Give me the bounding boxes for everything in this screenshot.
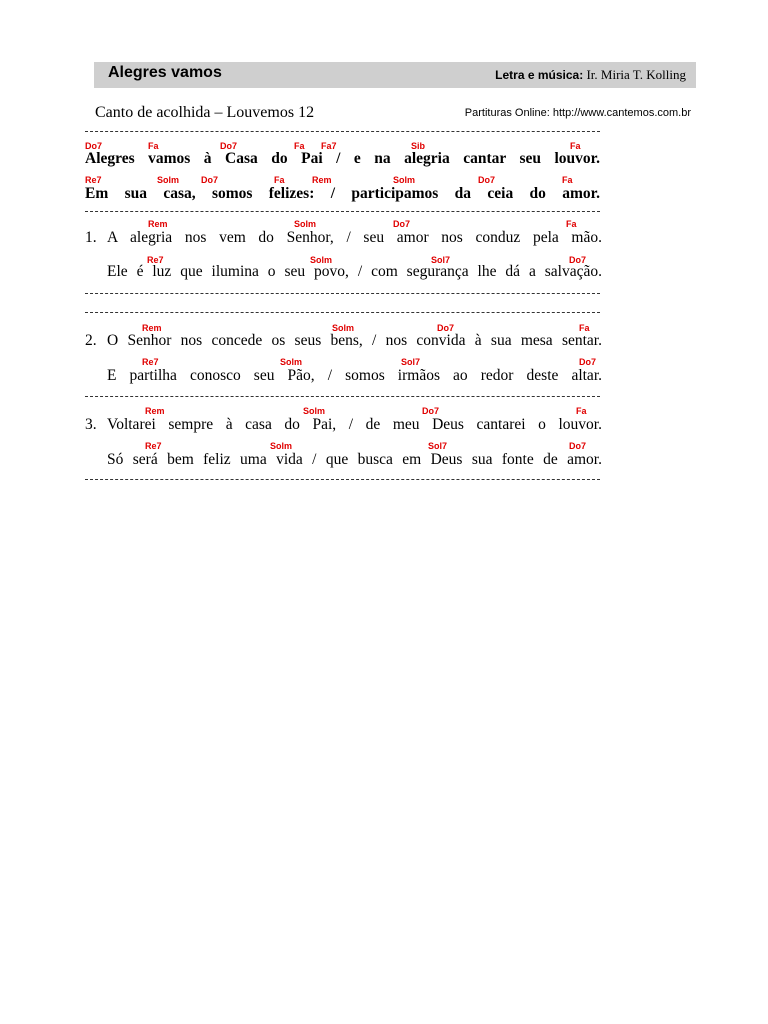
chord: Sib	[411, 141, 426, 151]
separator	[85, 211, 600, 212]
chord: Do7	[437, 323, 455, 333]
chord: Fa	[294, 141, 305, 151]
credits-author: Ir. Miria T. Kolling	[586, 67, 686, 82]
separator	[85, 396, 600, 397]
chord: Do7	[85, 141, 103, 151]
chord: Solm	[270, 441, 293, 451]
chord: Do7	[422, 406, 440, 416]
chord: Solm	[280, 357, 303, 367]
verse-line: A alegria nos vem do Senhor, / seu amor nos conduz pela mão.	[107, 229, 602, 246]
separator	[85, 131, 600, 132]
chord: Do7	[569, 441, 587, 451]
chord: Rem	[312, 175, 332, 185]
verse-line: Só será bem feliz uma vida / que busca em Deus sua fonte de amor.	[107, 451, 602, 468]
separator	[85, 312, 600, 313]
verse-number: 3.	[85, 416, 97, 433]
verse-number: 1.	[85, 229, 97, 246]
verse-line: Ele é luz que ilumina o seu povo, / com segurança lhe dá a salvação.	[107, 263, 602, 280]
separator	[85, 293, 600, 294]
chord: Rem	[148, 219, 168, 229]
chord: Do7	[478, 175, 496, 185]
chord: Rem	[142, 323, 162, 333]
song-subtitle: Canto de acolhida – Louvemos 12	[95, 104, 315, 121]
refrain-line: Alegres vamos à Casa do Pai / e na alegria cantar seu louvor.	[85, 150, 600, 167]
chord: Solm	[332, 323, 355, 333]
verse-line: E partilha conosco seu Pão, / somos irmãos ao redor deste altar.	[107, 367, 602, 384]
chord: Do7	[201, 175, 219, 185]
chord: Fa	[579, 323, 590, 333]
chord: Solm	[157, 175, 180, 185]
verse-line: Voltarei sempre à casa do Pai, / de meu Deus cantarei o louvor.	[107, 416, 602, 433]
chord: Do7	[569, 255, 587, 265]
chord: Re7	[142, 357, 159, 367]
chord: Re7	[85, 175, 102, 185]
song-title: Alegres vamos	[108, 64, 222, 81]
chord: Sol7	[428, 441, 448, 451]
chord: Do7	[393, 219, 411, 229]
chord: Fa7	[321, 141, 337, 151]
chord: Sol7	[401, 357, 421, 367]
chord: Re7	[147, 255, 164, 265]
chord: Rem	[145, 406, 165, 416]
chord: Fa	[562, 175, 573, 185]
chord: Solm	[303, 406, 326, 416]
credits	[495, 67, 686, 83]
chord: Do7	[220, 141, 238, 151]
refrain-line: Em sua casa, somos felizes: / participamos da ceia do amor.	[85, 185, 600, 202]
chord: Fa	[274, 175, 285, 185]
chord: Sol7	[431, 255, 451, 265]
chord: Fa	[570, 141, 581, 151]
chord: Fa	[148, 141, 159, 151]
verse-line: O Senhor nos concede os seus bens, / nos convida à sua mesa sentar.	[107, 332, 602, 349]
chord: Do7	[579, 357, 597, 367]
site-link[interactable]: Partituras Online: http://www.cantemos.com.br	[464, 107, 691, 119]
credits-label: Letra e música:	[495, 68, 584, 82]
separator	[85, 479, 600, 480]
chord: Solm	[310, 255, 333, 265]
chord: Solm	[393, 175, 416, 185]
title-bar	[94, 62, 696, 88]
chord: Re7	[145, 441, 162, 451]
chord: Fa	[566, 219, 577, 229]
chord: Solm	[294, 219, 317, 229]
verse-number: 2.	[85, 332, 97, 349]
chord: Fa	[576, 406, 587, 416]
